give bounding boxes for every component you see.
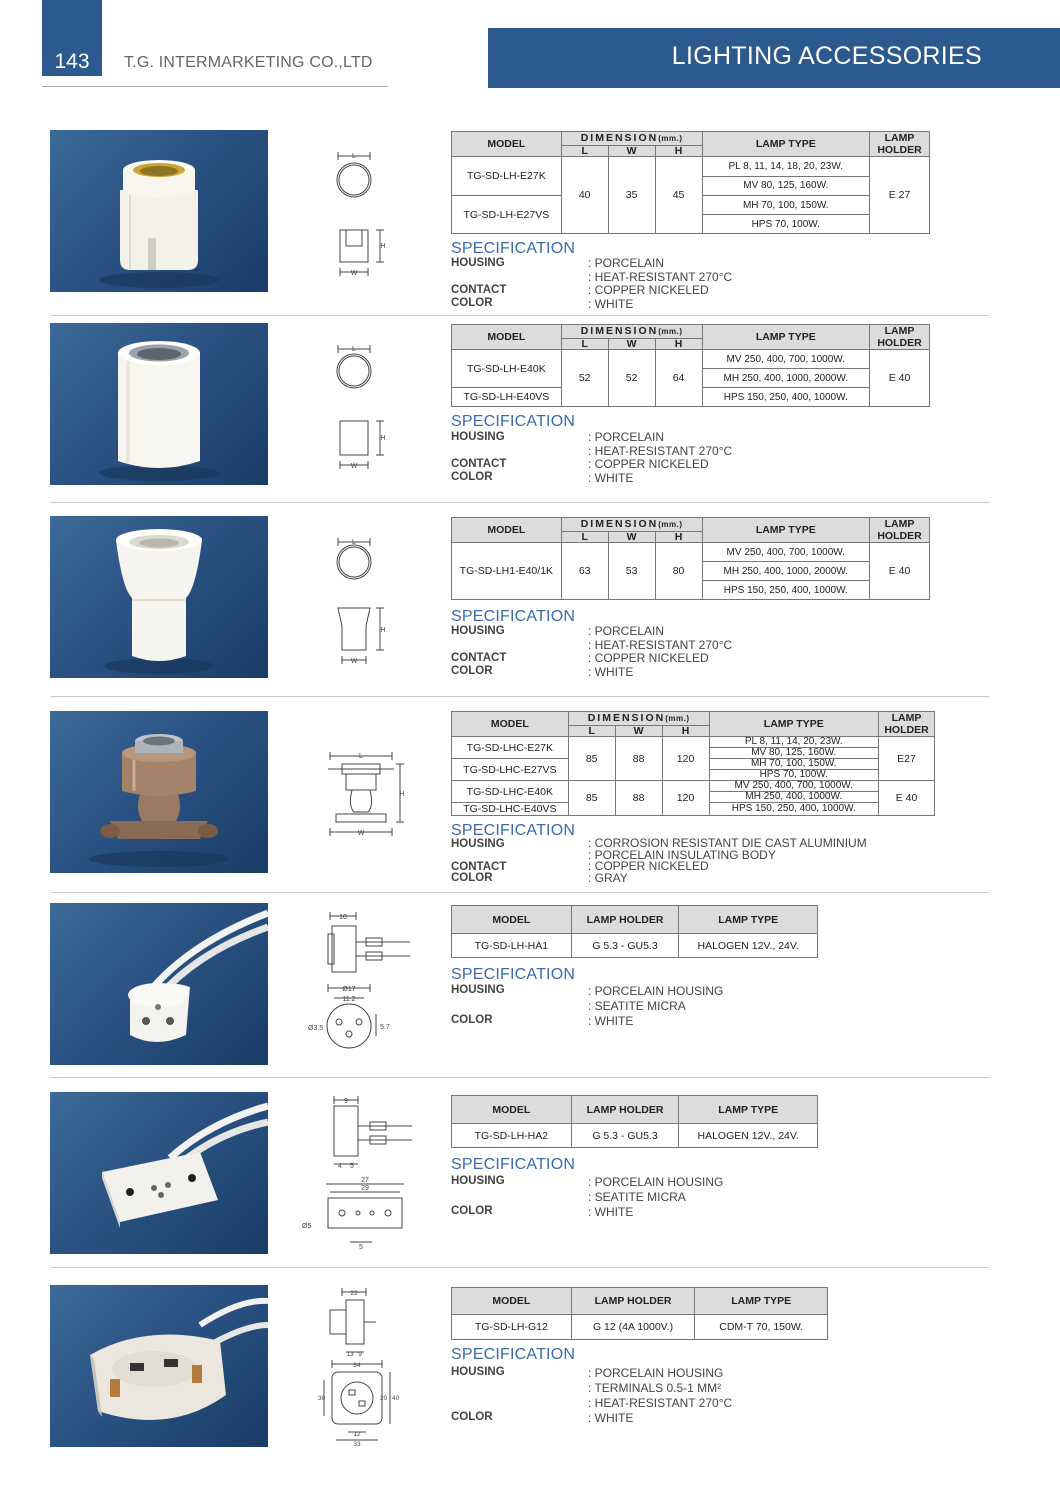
diag-dim-label: 10 bbox=[339, 914, 347, 921]
col-dimension: DIMENSION(mm.) bbox=[561, 325, 702, 339]
section-separator bbox=[50, 1267, 990, 1268]
diag-dim-label: Ø17 bbox=[342, 986, 356, 993]
model-cell: TG-SD-LH-E27K bbox=[452, 157, 562, 196]
spec-title: SPECIFICATION bbox=[451, 608, 576, 625]
dim-h: 45 bbox=[655, 157, 702, 234]
lamp-type-cell: HPS 150, 250, 400, 1000W. bbox=[702, 388, 869, 407]
dimension-diagram-4 bbox=[322, 748, 412, 845]
product-photo-g12 bbox=[50, 1285, 268, 1447]
col-model: MODEL bbox=[452, 1096, 572, 1124]
dim-l: 52 bbox=[561, 350, 608, 407]
lamp-type-cell: MV 250, 400, 700, 1000W. bbox=[702, 543, 869, 562]
col-l: L bbox=[561, 146, 608, 157]
col-lamp-type: LAMP TYPE bbox=[702, 518, 869, 543]
dimension-diagram-6 bbox=[300, 1096, 420, 1255]
spec-table-7 bbox=[451, 1287, 828, 1340]
col-lamp-holder: LAMP HOLDER bbox=[571, 1288, 695, 1315]
model-cell: TG-SD-LHC-E40K bbox=[452, 781, 569, 803]
spec-title: SPECIFICATION bbox=[451, 1156, 576, 1173]
col-lamp-holder: LAMP HOLDER bbox=[870, 518, 930, 543]
model-cell: TG-SD-LHC-E40VS bbox=[452, 803, 569, 816]
model-cell: TG-SD-LHC-E27K bbox=[452, 737, 569, 759]
diag-label-l: L bbox=[359, 753, 363, 760]
lamp-type-cell: PL 8, 11, 14, 18, 20, 23W. bbox=[702, 157, 869, 177]
diag-dim-label: 11.2 bbox=[342, 996, 356, 1003]
product-photo-halogen-ha2 bbox=[50, 1092, 268, 1254]
dim-l: 85 bbox=[568, 737, 615, 781]
spec-title: SPECIFICATION bbox=[451, 240, 576, 257]
lamp-type-cell: MH 250, 400, 1000, 2000W. bbox=[702, 369, 869, 388]
dim-h: 120 bbox=[662, 781, 709, 816]
diag-label-w: W bbox=[357, 830, 365, 837]
spec-housing-values: : PORCELAIN : HEAT-RESISTANT 270°C : COPPER NICKELED : WHITE bbox=[588, 256, 733, 311]
col-lamp-holder: LAMP HOLDER bbox=[879, 712, 935, 737]
col-l: L bbox=[568, 726, 615, 737]
lamp-type-cell: CDM-T 70, 150W. bbox=[695, 1315, 828, 1340]
lamp-type-cell: MV 80, 125, 160W. bbox=[702, 176, 869, 196]
holder-cell: G 5.3 - GU5.3 bbox=[571, 1124, 679, 1148]
holder-cell: E 40 bbox=[879, 781, 935, 816]
lamp-type-cell: HPS 150, 250, 400, 1000W. bbox=[702, 581, 869, 600]
model-cell: TG-SD-LH-G12 bbox=[452, 1315, 572, 1340]
diag-label-h: H bbox=[380, 435, 386, 442]
col-w: W bbox=[608, 339, 655, 350]
spec-key-housing: HOUSING bbox=[451, 838, 505, 850]
model-cell: TG-SD-LH1-E40/1K bbox=[452, 543, 562, 600]
col-model: MODEL bbox=[452, 906, 572, 934]
diag-label-l: L bbox=[352, 539, 356, 546]
spec-table-2 bbox=[451, 324, 930, 407]
lamp-type-cell: MV 250, 400, 700, 1000W. bbox=[709, 781, 878, 792]
col-lamp-type: LAMP TYPE bbox=[679, 1096, 818, 1124]
dimension-diagram-5 bbox=[300, 910, 420, 1065]
holder-cell: E 27 bbox=[870, 157, 930, 234]
diag-dim-label: 30 bbox=[318, 1395, 326, 1402]
company-name: T.G. INTERMARKETING CO.,LTD bbox=[124, 54, 373, 71]
spec-table-5 bbox=[451, 905, 818, 958]
col-dimension: DIMENSION(mm.) bbox=[561, 518, 702, 532]
col-lamp-type: LAMP TYPE bbox=[702, 132, 869, 157]
section-separator bbox=[50, 315, 990, 316]
spec-table-1 bbox=[451, 131, 930, 234]
spec-key-color: COLOR bbox=[451, 665, 493, 677]
diag-dim-label: 22 bbox=[350, 1290, 358, 1297]
col-dimension: DIMENSION(mm.) bbox=[561, 132, 702, 146]
col-w: W bbox=[615, 726, 662, 737]
diag-dim-label: 4 bbox=[338, 1163, 342, 1170]
lamp-type-cell: MH 250, 400, 1000, 2000W. bbox=[702, 562, 869, 581]
lamp-type-cell: MV 80, 125, 160W. bbox=[709, 748, 878, 759]
spec-key-contact: CONTACT bbox=[451, 652, 507, 664]
col-lamp-holder: LAMP HOLDER bbox=[870, 325, 930, 350]
dim-h: 120 bbox=[662, 737, 709, 781]
diag-dim-label: 34 bbox=[353, 1362, 361, 1369]
spec-key-housing: HOUSING bbox=[451, 257, 505, 269]
holder-cell: G 5.3 - GU5.3 bbox=[571, 934, 679, 958]
dim-h: 64 bbox=[655, 350, 702, 407]
model-cell: TG-SD-LH-HA2 bbox=[452, 1124, 572, 1148]
col-w: W bbox=[608, 146, 655, 157]
spec-title: SPECIFICATION bbox=[451, 966, 576, 983]
diag-label-w: W bbox=[350, 463, 358, 470]
diag-dim-label: 33 bbox=[353, 1441, 361, 1448]
spec-housing-values: : PORCELAIN HOUSING : SEATITE MICRA : WHITE bbox=[588, 1175, 724, 1219]
spec-title: SPECIFICATION bbox=[451, 413, 576, 430]
spec-key-color: COLOR bbox=[451, 1411, 493, 1423]
header-rule bbox=[42, 86, 388, 87]
spec-key-housing: HOUSING bbox=[451, 984, 505, 996]
spec-housing-values: : PORCELAIN : HEAT-RESISTANT 270°C : COPPER NICKELED : WHITE bbox=[588, 624, 733, 679]
lamp-type-cell: MH 250, 400, 1000W. bbox=[709, 792, 878, 803]
spec-key-color: COLOR bbox=[451, 471, 493, 483]
diag-label-h: H bbox=[399, 791, 405, 798]
dim-l: 85 bbox=[568, 781, 615, 816]
lamp-type-cell: MH 70, 100, 150W. bbox=[709, 759, 878, 770]
spec-title: SPECIFICATION bbox=[451, 822, 576, 839]
col-lamp-holder: LAMP HOLDER bbox=[571, 906, 679, 934]
model-cell: TG-SD-LHC-E27VS bbox=[452, 759, 569, 781]
spec-title: SPECIFICATION bbox=[451, 1346, 576, 1363]
col-l: L bbox=[561, 339, 608, 350]
spec-key-color: COLOR bbox=[451, 297, 493, 309]
section-separator bbox=[50, 696, 990, 697]
product-photo-halogen-ha1 bbox=[50, 903, 268, 1065]
product-photo-die-cast-socket bbox=[50, 711, 268, 873]
diag-dim-label: 29 bbox=[361, 1185, 369, 1192]
lamp-type-cell: MV 250, 400, 700, 1000W. bbox=[702, 350, 869, 369]
dimension-diagram-2 bbox=[320, 343, 390, 478]
col-model: MODEL bbox=[452, 132, 562, 157]
spec-key-color: COLOR bbox=[451, 1014, 493, 1026]
diag-dim-label: 9 bbox=[358, 1351, 362, 1358]
product-photo-e40-1k-socket bbox=[50, 516, 268, 678]
col-w: W bbox=[608, 532, 655, 543]
holder-cell: G 12 (4A 1000V.) bbox=[571, 1315, 695, 1340]
spec-housing-values: : PORCELAIN HOUSING : TERMINALS 0.5-1 MM² : HEAT-RESISTANT 270°C : WHITE bbox=[588, 1366, 733, 1425]
diag-label-w: W bbox=[350, 270, 358, 277]
holder-cell: E 40 bbox=[870, 543, 930, 600]
col-lamp-type: LAMP TYPE bbox=[702, 325, 869, 350]
col-lamp-type: LAMP TYPE bbox=[679, 906, 818, 934]
section-separator bbox=[50, 502, 990, 503]
spec-table-6 bbox=[451, 1095, 818, 1148]
lamp-type-cell: HALOGEN 12V., 24V. bbox=[679, 934, 818, 958]
dim-w: 35 bbox=[608, 157, 655, 234]
col-lamp-holder: LAMP HOLDER bbox=[571, 1096, 679, 1124]
spec-key-color: COLOR bbox=[451, 1205, 493, 1217]
lamp-type-cell: PL 8, 11, 14, 20, 23W. bbox=[709, 737, 878, 748]
diag-dim-label: 5 bbox=[359, 1244, 363, 1250]
diag-label-l: L bbox=[352, 153, 356, 160]
diag-label-h: H bbox=[380, 243, 386, 250]
model-cell: TG-SD-LH-E27VS bbox=[452, 196, 562, 234]
page-number: 143 bbox=[42, 0, 102, 76]
spec-housing-values: : CORROSION RESISTANT DIE CAST ALUMINIUM : PORCELAIN INSULATING BODY : COPPER NICKELED : GRAY bbox=[588, 836, 867, 885]
section-separator bbox=[50, 892, 990, 893]
dim-w: 88 bbox=[615, 737, 662, 781]
spec-key-housing: HOUSING bbox=[451, 625, 505, 637]
spec-key-contact: CONTACT bbox=[451, 458, 507, 470]
holder-cell: E27 bbox=[879, 737, 935, 781]
spec-key-housing: HOUSING bbox=[451, 1175, 505, 1187]
spec-housing-values: : PORCELAIN HOUSING : SEATITE MICRA : WHITE bbox=[588, 984, 724, 1028]
col-h: H bbox=[655, 339, 702, 350]
diag-dim-label: 5 bbox=[350, 1163, 354, 1170]
spec-housing-values: : PORCELAIN : HEAT-RESISTANT 270°C : COPPER NICKELED : WHITE bbox=[588, 430, 733, 485]
model-cell: TG-SD-LH-E40K bbox=[452, 350, 562, 388]
lamp-type-cell: HPS 150, 250, 400, 1000W. bbox=[709, 803, 878, 816]
spec-key-housing: HOUSING bbox=[451, 1366, 505, 1378]
product-photo-e27-socket bbox=[50, 130, 268, 292]
lamp-type-cell: HPS 70, 100W. bbox=[709, 770, 878, 781]
col-model: MODEL bbox=[452, 325, 562, 350]
diag-label-h: H bbox=[380, 627, 386, 634]
section-banner bbox=[488, 28, 1060, 88]
col-model: MODEL bbox=[452, 1288, 572, 1315]
dimension-diagram-7 bbox=[300, 1286, 420, 1453]
diag-label-w: W bbox=[350, 658, 358, 665]
spec-table-4 bbox=[451, 711, 935, 816]
diag-dim-label: 12 bbox=[353, 1431, 361, 1438]
dim-l: 40 bbox=[561, 157, 608, 234]
model-cell: TG-SD-LH-HA1 bbox=[452, 934, 572, 958]
col-h: H bbox=[655, 532, 702, 543]
diag-dim-label: 20 bbox=[380, 1395, 388, 1402]
holder-cell: E 40 bbox=[870, 350, 930, 407]
diag-label-l: L bbox=[352, 346, 356, 353]
spec-key-contact: CONTACT bbox=[451, 284, 507, 296]
dim-w: 52 bbox=[608, 350, 655, 407]
col-l: L bbox=[561, 532, 608, 543]
dim-h: 80 bbox=[655, 543, 702, 600]
diag-dim-label: Ø5 bbox=[302, 1223, 312, 1230]
lamp-type-cell: HALOGEN 12V., 24V. bbox=[679, 1124, 818, 1148]
lamp-type-cell: HPS 70, 100W. bbox=[702, 215, 869, 234]
col-lamp-holder: LAMP HOLDER bbox=[870, 132, 930, 157]
dim-l: 63 bbox=[561, 543, 608, 600]
spec-key-color: COLOR bbox=[451, 872, 493, 884]
col-dimension: DIMENSION(mm.) bbox=[568, 712, 709, 726]
dimension-diagram-1 bbox=[320, 150, 390, 285]
diag-dim-label: 27 bbox=[361, 1177, 369, 1184]
spec-key-housing: HOUSING bbox=[451, 431, 505, 443]
diag-dim-label: 5.7 bbox=[380, 1024, 390, 1031]
diag-dim-label: Ø3.5 bbox=[308, 1025, 324, 1032]
model-cell: TG-SD-LH-E40VS bbox=[452, 388, 562, 407]
col-h: H bbox=[655, 146, 702, 157]
spec-key-contact: CONTACT bbox=[451, 861, 507, 873]
section-separator bbox=[50, 1077, 990, 1078]
diag-dim-label: 9 bbox=[344, 1098, 348, 1105]
col-model: MODEL bbox=[452, 712, 569, 737]
diag-dim-label: 13 bbox=[346, 1351, 354, 1358]
lamp-type-cell: MH 70, 100, 150W. bbox=[702, 196, 869, 215]
dim-w: 53 bbox=[608, 543, 655, 600]
product-photo-e40-socket bbox=[50, 323, 268, 485]
section-title: LIGHTING ACCESSORIES bbox=[671, 42, 982, 70]
col-lamp-type: LAMP TYPE bbox=[695, 1288, 828, 1315]
dimension-diagram-3 bbox=[320, 536, 390, 673]
dim-w: 88 bbox=[615, 781, 662, 816]
col-lamp-type: LAMP TYPE bbox=[709, 712, 878, 737]
spec-table-3 bbox=[451, 517, 930, 600]
col-model: MODEL bbox=[452, 518, 562, 543]
diag-dim-label: 40 bbox=[392, 1395, 400, 1402]
col-h: H bbox=[662, 726, 709, 737]
